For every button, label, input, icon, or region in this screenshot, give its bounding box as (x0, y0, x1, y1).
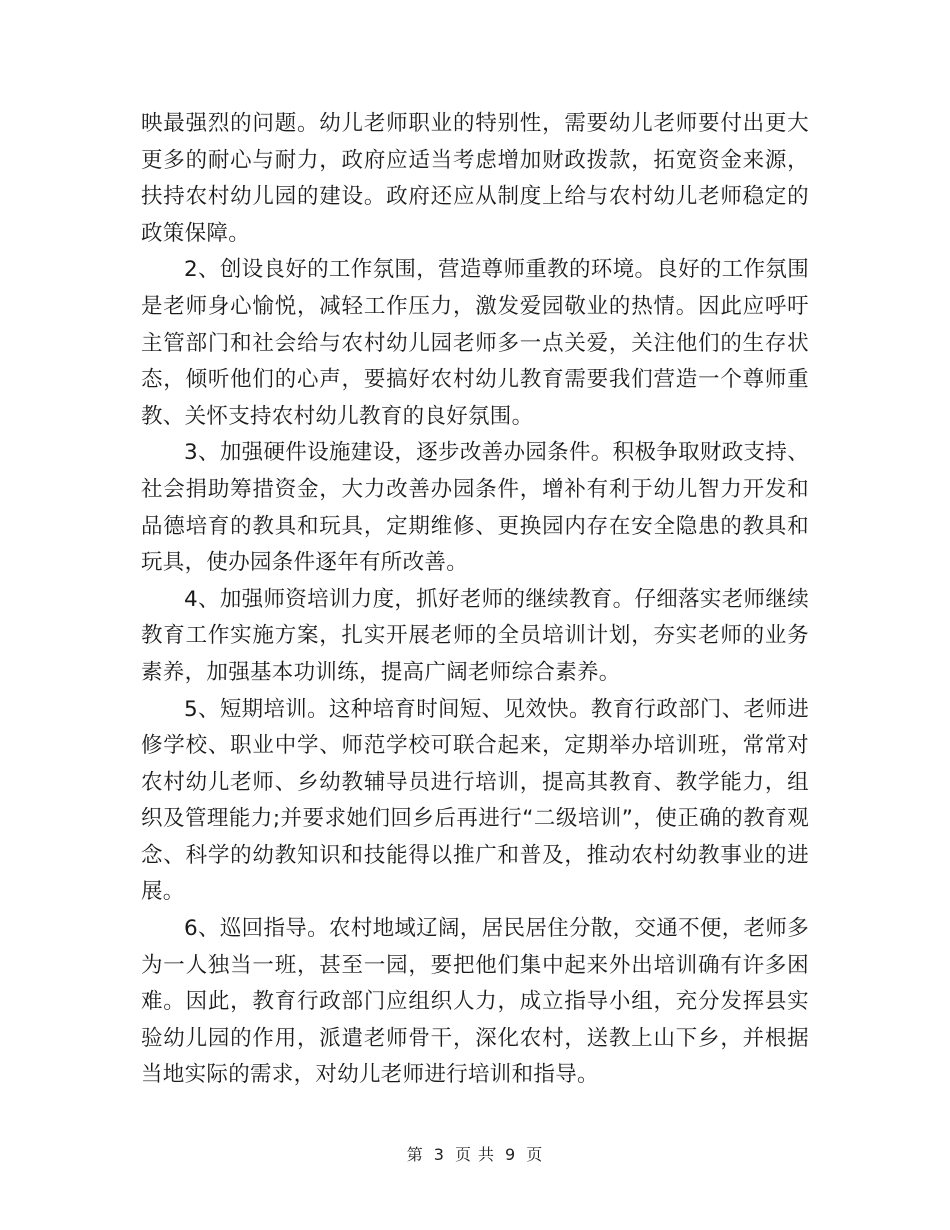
footer-prefix: 第 (406, 1145, 424, 1164)
footer-current-page: 3 (433, 1145, 445, 1164)
paragraph-item-2: 2、创设良好的工作氛围，营造尊师重教的环境。良好的工作氛围是老师身心愉悦，减轻工作压力，激发爱园敬业的热情。因此应呼吁主管部门和社会给与农村幼儿园老师多一点关爱，关注他们的生存状态，倾听他们的心声，要搞好农村幼儿教育需要我们营造一个尊师重教、关怀支持农村幼儿教育的良好氛围。 (141, 257, 809, 429)
footer-total-pages: 9 (505, 1145, 517, 1164)
paragraph-item-6: 6、巡回指导。农村地域辽阔，居民居住分散，交通不便，老师多为一人独当一班，甚至一园，要把他们集中起来外出培训确有许多困难。因此，教育行政部门应组织人力，成立指导小组，充分发挥县实验幼儿园的作用，派遣老师骨干，深化农村，送教上山下乡，并根据当地实际的需求，对幼儿老师进行培训和指导。 (141, 916, 809, 1088)
footer-suffix: 页 (526, 1145, 544, 1164)
paragraph-item-5: 5、短期培训。这种培育时间短、见效快。教育行政部门、老师进修学校、职业中学、师范学校可联合起来，定期举办培训班，常常对农村幼儿老师、乡幼教辅导员进行培训，提高其教育、教学能力，组织及管理能力;并要求她们回乡后再进行“二级培训”，使正确的教育观念、科学的幼教知识和技能得以推广和普及，推动农村幼教事业的进展。 (141, 696, 809, 905)
document-body (141, 106, 809, 1094)
page-footer (0, 1142, 950, 1165)
footer-middle: 页 共 (454, 1145, 496, 1164)
paragraph-item-4: 4、加强师资培训力度，抓好老师的继续教育。仔细落实老师继续教育工作实施方案，扎实开展老师的全员培训计划，夯实老师的业务素养，加强基本功训练，提高广阔老师综合素养。 (141, 586, 809, 685)
paragraph-item-3: 3、加强硬件设施建设，逐步改善办园条件。积极争取财政支持、社会捐助筹措资金，大力改善办园条件，增补有利于幼儿智力开发和品德培育的教具和玩具，定期维修、更换园内存在安全隐患的教具和玩具，使办园条件逐年有所改善。 (141, 440, 809, 576)
paragraph-continuation: 映最强烈的问题。幼儿老师职业的特别性，需要幼儿老师要付出更大更多的耐心与耐力，政府应适当考虑增加财政拨款，拓宽资金来源，扶持农村幼儿园的建设。政府还应从制度上给与农村幼儿老师稳定的政策保障。 (141, 111, 809, 246)
